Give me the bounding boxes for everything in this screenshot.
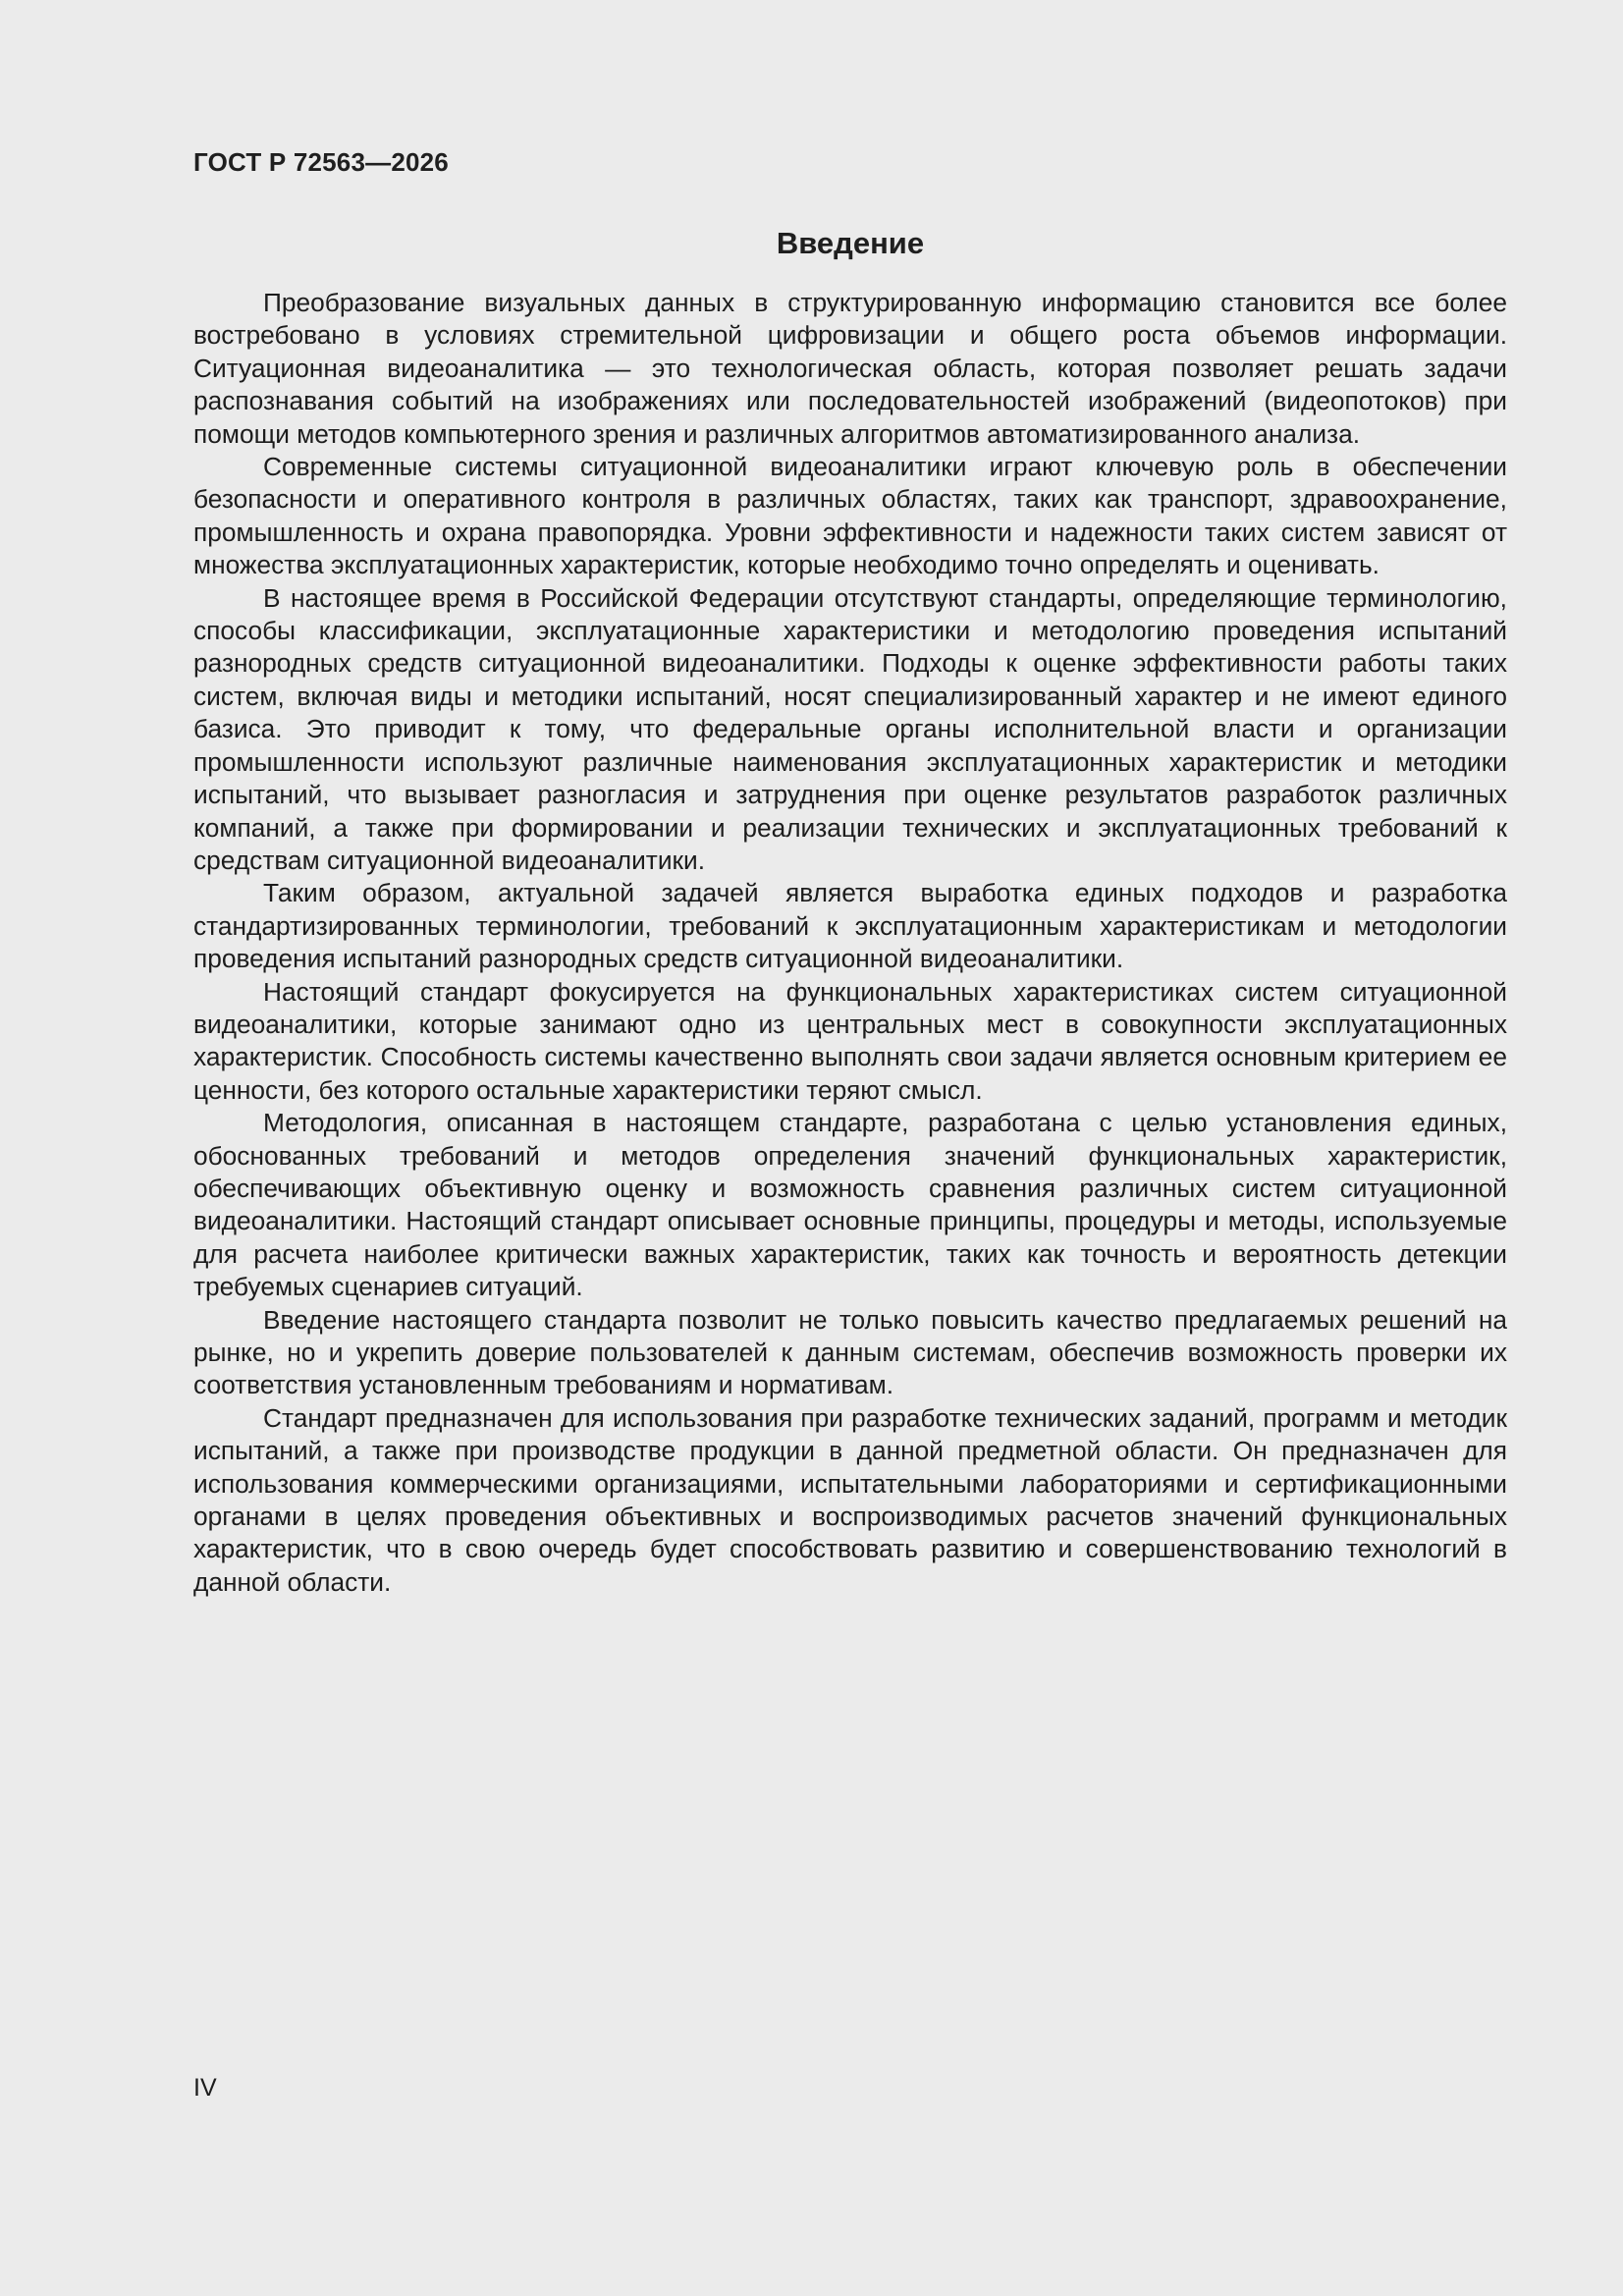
- introduction-body: [193, 287, 1507, 1599]
- paragraph: Современные системы ситуационной видеоаналитики играют ключевую роль в обеспечении безопасности и оперативного контроля в различных областях, таких как транспорт, здравоохранение, промышленность и охрана правопорядка. Уровни эффективности и надежности таких систем зависят от множества эксплуатационных характеристик, которые необходимо точно определять и оценивать.: [193, 452, 1507, 580]
- paragraph: Методология, описанная в настоящем стандарте, разработана с целью установления единых, обоснованных требований и методов определения значений функциональных характеристик, обеспечивающих объективную оценку и возможность сравнения различных систем ситуационной видеоаналитики. Настоящий стандарт описывает основные принципы, процедуры и методы, используемые для расчета наиболее критически важных характеристик, таких как точность и вероятность детекции требуемых сценариев ситуаций.: [193, 1108, 1507, 1302]
- document-code: ГОСТ Р 72563—2026: [193, 147, 449, 177]
- paragraph: Стандарт предназначен для использования при разработке технических заданий, программ и методик испытаний, а также при производстве продукции в данной предметной области. Он предназначен для использования коммерческими организациями, испытательными лабораториями и сертификационными органами в целях проведения объективных и воспроизводимых расчетов значений функциональных характеристик, что в свою очередь будет способствовать развитию и совершенствованию технологий в данной области.: [193, 1402, 1507, 1597]
- section-title: Введение: [776, 226, 925, 260]
- paragraph: Введение настоящего стандарта позволит не только повысить качество предлагаемых решений на рынке, но и укрепить доверие пользователей к данным системам, обеспечив возможность проверки их соответствия установленным требованиям и нормативам.: [193, 1304, 1507, 1400]
- paragraph: Таким образом, актуальной задачей является выработка единых подходов и разработка стандартизированных терминологии, требований к эксплуатационным характеристикам и методологии проведения испытаний разнородных средств ситуационной видеоаналитики.: [193, 878, 1507, 974]
- paragraph: Преобразование визуальных данных в структурированную информацию становится все более востребовано в условиях стремительной цифровизации и общего роста объемов информации. Ситуационная видеоаналитика — это технологическая область, которая позволяет решать задачи распознавания событий на изображениях или последовательностей изображений (видеопотоков) при помощи методов компьютерного зрения и различных алгоритмов автоматизированного анализа.: [193, 288, 1507, 449]
- paragraph: Настоящий стандарт фокусируется на функциональных характеристиках систем ситуационной видеоаналитики, которые занимают одно из центральных мест в совокупности эксплуатационных характеристик. Способность системы качественно выполнять свои задачи является основным критерием ее ценности, без которого остальные характеристики теряют смысл.: [193, 976, 1507, 1105]
- page-number: IV: [193, 2074, 217, 2102]
- paragraph: В настоящее время в Российской Федерации отсутствуют стандарты, определяющие терминологию, способы классификации, эксплуатационные характеристики и методологию проведения испытаний разнородных средств ситуационной видеоаналитики. Подходы к оценке эффективности работы таких систем, включая виды и методики испытаний, носят специализированный характер и не имеют единого базиса. Это приводит к тому, что федеральные органы исполнительной власти и организации промышленности используют различные наименования эксплуатационных характеристик и методики испытаний, что вызывает разногласия и затруднения при оценке результатов разработок различных компаний, а также при формировании и реализации технических и эксплуатационных требований к средствам ситуационной видеоаналитики.: [193, 582, 1507, 875]
